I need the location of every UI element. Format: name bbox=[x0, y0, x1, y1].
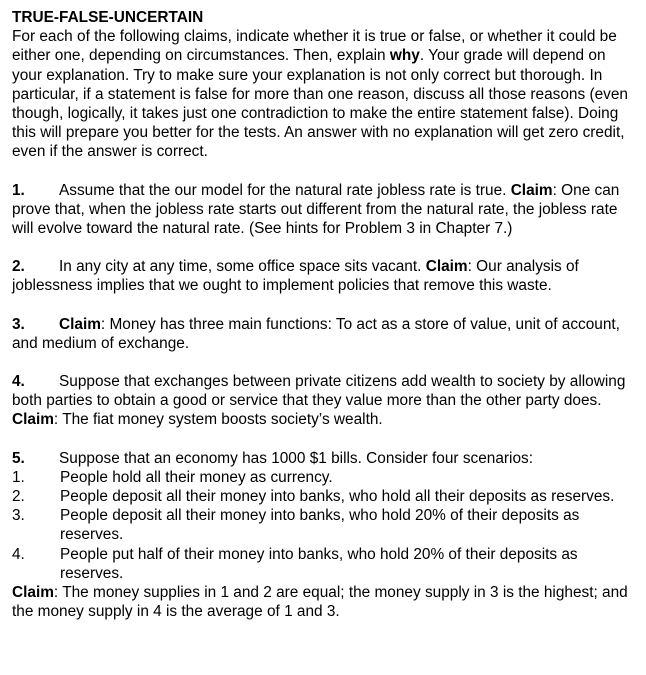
question-text: In any city at any time, some office space sits vacant. bbox=[59, 258, 426, 276]
instructions-why: why bbox=[389, 47, 420, 65]
question-3 bbox=[12, 315, 634, 353]
claim-label: Claim bbox=[12, 584, 54, 602]
instructions-paragraph bbox=[12, 27, 634, 161]
scenario-list bbox=[12, 468, 634, 583]
instructions-text-b: . Your grade will depend on your explanation. Try to make sure your explanation is not only correct but thorough. In particular, if a statement is false for more than one reason, discuss all those reasons (even though, logically, it takes just one contradiction to make the entire statement false). Doing this will prepare you better for the tests. An answer with no explanation will get zero credit, even if the answer is correct. bbox=[12, 47, 628, 161]
question-number: 5. bbox=[12, 449, 25, 467]
page-title: TRUE-FALSE-UNCERTAIN bbox=[12, 9, 204, 26]
scenario-text: People deposit all their money into banks, who hold 20% of their deposits as reserves. bbox=[60, 507, 580, 544]
question-number: 4. bbox=[12, 373, 25, 391]
question-1 bbox=[12, 181, 634, 239]
instructions-text-a: For each of the following claims, indicate whether it is true or false, or whether it could be either one, depending on circumstances. Then, explain bbox=[12, 28, 617, 65]
scenario-item bbox=[12, 487, 634, 506]
question-2 bbox=[12, 257, 634, 295]
claim-label: Claim bbox=[59, 315, 101, 333]
question-text: Assume that the our model for the natural rate jobless rate is true. bbox=[59, 181, 511, 199]
scenario-item bbox=[12, 468, 634, 487]
scenario-text: People deposit all their money into banks, who hold all their deposits as reserves. bbox=[60, 488, 615, 506]
claim-label: Claim bbox=[425, 258, 468, 276]
scenario-number: 2. bbox=[12, 488, 25, 506]
question-4 bbox=[12, 372, 634, 430]
question-number: 3. bbox=[12, 315, 25, 333]
scenario-number: 3. bbox=[12, 507, 25, 525]
question-5-claim bbox=[12, 583, 634, 621]
claim-label: Claim bbox=[510, 181, 553, 199]
scenario-item bbox=[12, 506, 634, 544]
claim-text: : The money supplies in 1 and 2 are equal; the money supply in 3 is the highest; and the money supply in 4 is the average of 1 and 3. bbox=[12, 584, 628, 621]
scenario-item bbox=[12, 545, 634, 583]
question-text: Suppose that an economy has 1000 $1 bills. Consider four scenarios: bbox=[59, 449, 533, 467]
claim-text: : Our analysis of joblessness implies that we ought to implement policies that remove this waste. bbox=[12, 258, 579, 295]
claim-text: : One can prove that, when the jobless rate starts out different from the natural rate, the jobless rate will evolve toward the natural rate. (See hints for Problem 3 in Chapter 7.) bbox=[12, 181, 620, 238]
claim-label: Claim bbox=[12, 411, 54, 429]
claim-text: : The fiat money system boosts society’s wealth. bbox=[53, 411, 383, 429]
scenario-number: 1. bbox=[12, 468, 25, 486]
scenario-number: 4. bbox=[12, 545, 25, 563]
question-number: 2. bbox=[12, 258, 25, 276]
claim-text: : Money has three main functions: To act as a store of value, unit of account, and medium of exchange. bbox=[12, 315, 620, 352]
question-5 bbox=[12, 449, 634, 622]
scenario-text: People put half of their money into banks, who hold 20% of their deposits as reserves. bbox=[60, 545, 578, 582]
question-lead bbox=[12, 449, 634, 468]
question-number: 1. bbox=[12, 181, 25, 199]
question-text: Suppose that exchanges between private citizens add wealth to society by allowing both parties to obtain a good or service that they value more than the other party does. bbox=[12, 373, 626, 410]
scenario-text: People hold all their money as currency. bbox=[60, 468, 333, 486]
